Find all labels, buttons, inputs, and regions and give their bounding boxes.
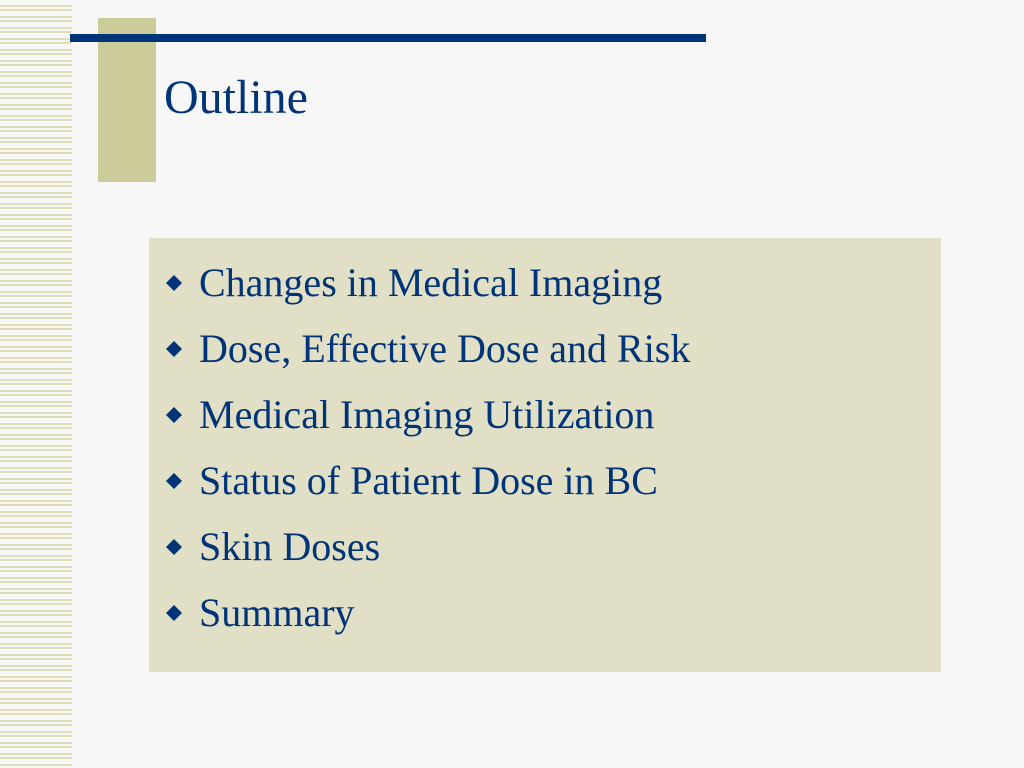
list-item (161, 250, 690, 316)
slide-title: Outline (164, 71, 308, 124)
list-item-text: Dose, Effective Dose and Risk (199, 326, 691, 371)
title-accent-block (98, 18, 156, 182)
diamond-bullet-icon (161, 472, 187, 490)
title-rule (70, 34, 706, 42)
list-item-text: Status of Patient Dose in BC (199, 458, 658, 503)
list-item (161, 382, 690, 448)
diamond-bullet-icon (161, 274, 187, 292)
diamond-bullet-icon (161, 604, 187, 622)
bullet-list (161, 250, 690, 646)
list-item-text: Medical Imaging Utilization (199, 392, 655, 437)
list-item-text: Skin Doses (199, 524, 381, 569)
list-item-text: Changes in Medical Imaging (199, 260, 663, 305)
content-box (149, 238, 941, 672)
diamond-bullet-icon (161, 538, 187, 556)
list-item (161, 580, 690, 646)
diamond-bullet-icon (161, 340, 187, 358)
list-item (161, 514, 690, 580)
list-item (161, 448, 690, 514)
decorative-stripe-band (0, 0, 72, 768)
list-item (161, 316, 690, 382)
list-item-text: Summary (199, 590, 355, 635)
diamond-bullet-icon (161, 406, 187, 424)
